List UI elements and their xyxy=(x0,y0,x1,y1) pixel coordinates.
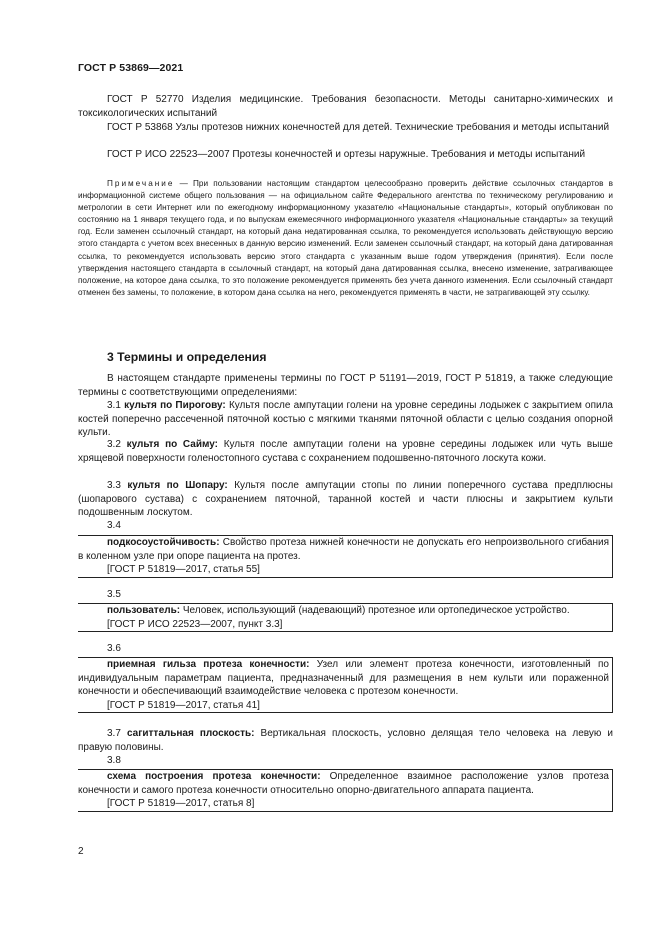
term-3-7: 3.7 сагиттальная плоскость: Вертикальная плоскость, условно делящая тело человека на левую и правую половины. xyxy=(78,728,614,753)
note-text: — При пользовании настоящим стандартом целесообразно проверить действие ссылочных стандартов в информационной системе общего пользования — на официальном сайте Федерального агентства по техническому регулированию и метрологии в сети Интернет или по ежегодному информационному указателю «Национальные стандарты», который опубликован по состоянию на 1 января текущего года, и по выпускам ежемесячного информационного указателя «Национальные стандарты» за текущий год. Если заменен ссылочный стандарт, на который дана недатированная ссылка, то рекомендуется использовать действующую версию этого стандарта с учетом всех внесенных в данную версию изменений. Если заменен ссылочный стандарт, на который дана датированная ссылка, то рекомендуется использовать версию этого стандарта с указанным выше годом утверждения (принятия). Если после утверждения настоящего стандарта в ссылочный стандарт, на который дана датированная ссылка, внесено изменение, затрагивающее положение, на которое дана ссылка, то это положение рекомендуется применять без учета данного изменения. Если ссылочный стандарт отменен без замены, то положение, в котором дана ссылка на него, рекомендуется применять в части, не затрагивающей эту ссылку. xyxy=(78,179,613,297)
section-title: 3 Термины и определения xyxy=(107,350,267,364)
term-3-8-name: схема построения протеза конечности: xyxy=(107,771,321,782)
term-3-1-name: культя по Пирогову: xyxy=(124,400,226,411)
term-3-5-definition: пользователь: Человек, использующий (надевающий) протезное или ортопедическое устройство. xyxy=(107,605,570,616)
term-3-6-number: 3.6 xyxy=(107,643,121,654)
term-3-5-number: 3.5 xyxy=(107,589,121,600)
note-label: Примечание xyxy=(107,179,175,188)
term-3-4-number: 3.4 xyxy=(107,520,121,531)
term-3-3-name: культя по Шопару: xyxy=(127,480,228,491)
reference-gost-52770: ГОСТ Р 52770 Изделия медицинские. Требования безопасности. Методы санитарно-химических и токсикологических испытаний xyxy=(78,94,613,119)
term-3-2-name: культя по Сайму: xyxy=(126,439,218,450)
reference-gost-53868: ГОСТ Р 53868 Узлы протезов нижних конечностей для детей. Технические требования и методы испытаний xyxy=(107,122,610,133)
term-3-8-number: 3.8 xyxy=(107,755,121,766)
term-3-6-name: приемная гильза протеза конечности: xyxy=(107,659,310,670)
term-3-4-box xyxy=(78,535,613,578)
term-3-1: 3.1 культя по Пирогову: Культя после ампутации голени на уровне середины лодыжек с закрытием опила костей поперечно рассеченной пяточной костью с мягкими тканями пяточной области с целью создания опорной культи. xyxy=(78,400,613,439)
term-3-8-definition: схема построения протеза конечности: Определенное взаимное расположение узлов протеза конечности и самого протеза конечности относительно опорно-двигательного аппарата пациента. xyxy=(78,771,609,796)
term-3-6-source: [ГОСТ Р 51819—2017, статья 41] xyxy=(107,699,260,711)
term-3-5-name: пользователь: xyxy=(107,605,181,616)
section-intro: В настоящем стандарте применены термины по ГОСТ Р 51191—2019, ГОСТ Р 51819, а также следующие термины с соответствующими определениями: xyxy=(78,373,613,398)
note-paragraph xyxy=(78,178,613,299)
term-3-6-box xyxy=(78,657,613,713)
term-3-7-name: сагиттальная плоскость: xyxy=(126,728,255,739)
term-3-2: 3.2 культя по Сайму: Культя после ампутации голени на уровне середины лодыжек или чуть выше хрящевой поверхности голеностопного сустава с сохранением подошвенно-пяточного лоскута кожи. xyxy=(78,439,613,464)
term-3-8-box xyxy=(78,769,613,812)
term-3-5-source: [ГОСТ Р ИСО 22523—2007, пункт 3.3] xyxy=(107,618,283,630)
term-3-4-name: подкосоустойчивость: xyxy=(107,537,220,548)
page-number: 2 xyxy=(78,846,84,857)
term-3-8-source: [ГОСТ Р 51819—2017, статья 8] xyxy=(107,798,255,810)
term-3-5-box xyxy=(78,603,613,632)
term-3-4-source: [ГОСТ Р 51819—2017, статья 55] xyxy=(107,564,260,576)
term-3-4-definition: подкосоустойчивость: Свойство протеза нижней конечности не допускать его непроизвольного сгибания в коленном узле при опоре пациента на протез. xyxy=(78,537,609,562)
term-3-3: 3.3 культя по Шопару: Культя после ампутации стопы по линии поперечного сустава предплюсны (шопарового сустава) с сохранением пяточной, таранной костей и части плюсны и закрытием культи подошвенным лоскутом. xyxy=(78,480,613,519)
reference-gost-iso-22523: ГОСТ Р ИСО 22523—2007 Протезы конечностей и ортезы наружные. Требования и методы испытаний xyxy=(107,149,586,160)
document-header: ГОСТ Р 53869—2021 xyxy=(78,62,184,74)
term-3-6-definition: приемная гильза протеза конечности: Узел или элемент протеза конечности, изготовленный по индивидуальным параметрам пациента, предназначенный для размещения в нем культи или пораженной конечности и обеспечивающий взаимодействие человека с протезом конечности. xyxy=(78,659,609,698)
